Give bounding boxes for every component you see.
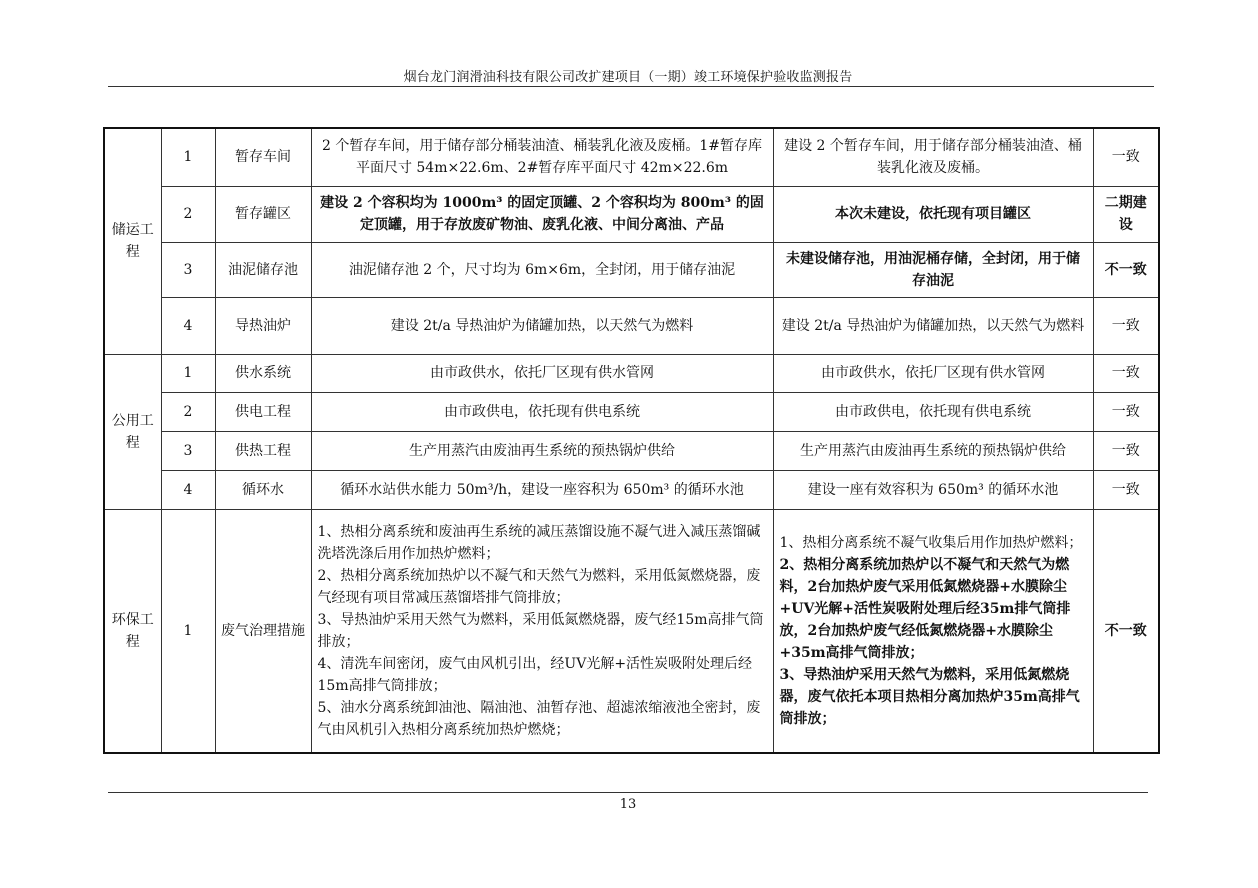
actual-content: 建设 2t/a 导热油炉为储罐加热，以天然气为燃料	[773, 297, 1093, 354]
item-name: 暂存罐区	[215, 186, 311, 242]
table-row	[104, 242, 1159, 297]
header-rule	[108, 86, 1154, 87]
actual-content: 建设一座有效容积为 650m³ 的循环水池	[773, 470, 1093, 509]
planned-line: 5、油水分离系统卸油池、隔油池、油暂存池、超滤浓缩液池全密封，废气由风机引入热相分离系统加热炉燃烧；	[317, 699, 761, 738]
row-number: 3	[161, 242, 215, 297]
page-header-title: 烟台龙门润滑油科技有限公司改扩建项目（一期）竣工环境保护验收监测报告	[403, 70, 853, 85]
row-number: 1	[161, 509, 215, 753]
planned-content: 由市政供水，依托厂区现有供水管网	[311, 354, 773, 392]
planned-line: 2、热相分离系统加热炉以不凝气和天然气为燃料，采用低氮燃烧器，废气经现有项目常减压蒸馏塔排气筒排放；	[317, 567, 761, 606]
item-name: 供电工程	[215, 392, 311, 431]
planned-line: 4、清洗车间密闭，废气由风机引出，经UV光解+活性炭吸附处理后经15m高排气筒排放；	[317, 655, 753, 694]
result-cell: 一致	[1093, 392, 1159, 431]
page-number: 13	[619, 797, 637, 812]
row-number: 4	[161, 470, 215, 509]
planned-content: 由市政供电，依托现有供电系统	[311, 392, 773, 431]
result-cell: 一致	[1093, 297, 1159, 354]
comparison-table	[103, 127, 1160, 754]
actual-line: 2、热相分离系统加热炉以不凝气和天然气为燃料，2台加热炉废气采用低氮燃烧器+水膜除尘+UV光解+活性炭吸附处理后经35m排气筒排放，2台加热炉废气经低氮燃烧器+水膜除尘+35m高排气筒排放；	[779, 556, 1071, 661]
planned-content: 建设 2t/a 导热油炉为储罐加热，以天然气为燃料	[311, 297, 773, 354]
item-name: 油泥储存池	[215, 242, 311, 297]
table-row	[104, 186, 1159, 242]
result-cell: 一致	[1093, 128, 1159, 186]
row-number: 4	[161, 297, 215, 354]
result-cell: 不一致	[1093, 242, 1159, 297]
actual-content: 本次未建设，依托现有项目罐区	[773, 186, 1093, 242]
actual-content: 未建设储存池，用油泥桶存储，全封闭，用于储存油泥	[773, 242, 1093, 297]
row-number: 1	[161, 354, 215, 392]
planned-content: 循环水站供水能力 50m³/h，建设一座容积为 650m³ 的循环水池	[311, 470, 773, 509]
row-number: 2	[161, 392, 215, 431]
actual-content: 生产用蒸汽由废油再生系统的预热锅炉供给	[773, 431, 1093, 470]
table-row	[104, 392, 1159, 431]
row-number: 2	[161, 186, 215, 242]
actual-content	[773, 509, 1093, 753]
item-name: 供水系统	[215, 354, 311, 392]
table-row	[104, 128, 1159, 186]
planned-content: 生产用蒸汽由废油再生系统的预热锅炉供给	[311, 431, 773, 470]
planned-content	[311, 509, 773, 753]
table-row	[104, 354, 1159, 392]
item-name: 循环水	[215, 470, 311, 509]
table-row	[104, 470, 1159, 509]
result-cell: 一致	[1093, 470, 1159, 509]
planned-line: 1、热相分离系统和废油再生系统的减压蒸馏设施不凝气进入减压蒸馏碱洗塔洗涤后用作加热炉燃料；	[317, 523, 761, 562]
category-cell: 公用工程	[104, 354, 161, 509]
item-name: 供热工程	[215, 431, 311, 470]
table-row	[104, 297, 1159, 354]
row-number: 1	[161, 128, 215, 186]
category-cell: 储运工程	[104, 128, 161, 354]
item-name: 导热油炉	[215, 297, 311, 354]
result-cell: 不一致	[1093, 509, 1159, 753]
row-number: 3	[161, 431, 215, 470]
actual-content: 建设 2 个暂存车间，用于储存部分桶装油渣、桶装乳化液及废桶。	[773, 128, 1093, 186]
planned-content: 油泥储存池 2 个，尺寸均为 6m×6m，全封闭，用于储存油泥	[311, 242, 773, 297]
footer-rule	[108, 792, 1148, 793]
actual-line: 1、热相分离系统不凝气收集后用作加热炉燃料；	[779, 534, 1083, 551]
category-cell: 环保工程	[104, 509, 161, 753]
actual-line: 3、导热油炉采用天然气为燃料，采用低氮燃烧器，废气依托本项目热相分离加热炉35m高排气筒排放；	[779, 666, 1080, 727]
result-cell: 一致	[1093, 354, 1159, 392]
planned-content: 建设 2 个容积均为 1000m³ 的固定顶罐、2 个容积均为 800m³ 的固定顶罐，用于存放废矿物油、废乳化液、中间分离油、产品	[311, 186, 773, 242]
actual-content: 由市政供水，依托厂区现有供水管网	[773, 354, 1093, 392]
table-row	[104, 509, 1159, 753]
item-name: 废气治理措施	[215, 509, 311, 753]
result-cell: 二期建设	[1093, 186, 1159, 242]
planned-line: 3、导热油炉采用天然气为燃料，采用低氮燃烧器，废气经15m高排气筒排放；	[317, 611, 764, 650]
result-cell: 一致	[1093, 431, 1159, 470]
item-name: 暂存车间	[215, 128, 311, 186]
planned-content: 2 个暂存车间，用于储存部分桶装油渣、桶装乳化液及废桶。1#暂存库平面尺寸 54m×22.6m、2#暂存库平面尺寸 42m×22.6m	[311, 128, 773, 186]
table-row	[104, 431, 1159, 470]
actual-content: 由市政供电，依托现有供电系统	[773, 392, 1093, 431]
